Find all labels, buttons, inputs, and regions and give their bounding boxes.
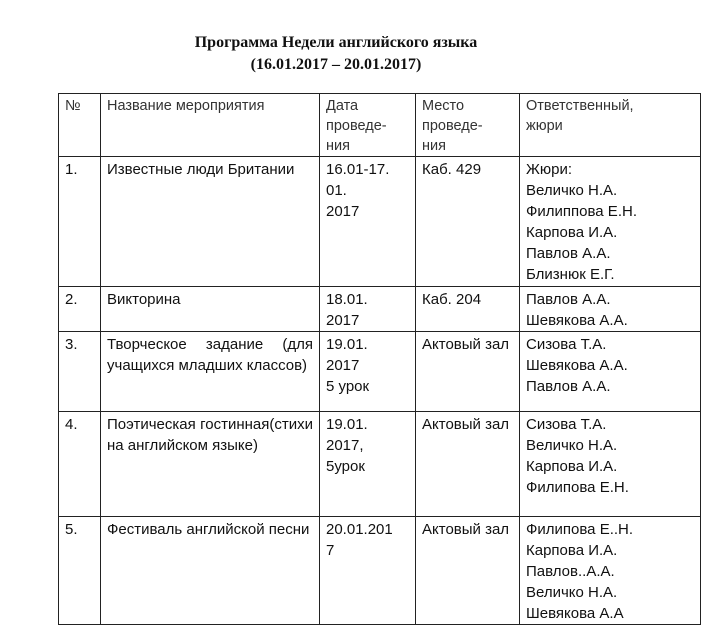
row-number: 5.: [59, 517, 101, 625]
event-place: Актовый зал: [416, 517, 520, 625]
event-date: 18.01. 2017: [320, 287, 416, 332]
header-place: Место проведе- ния: [416, 94, 520, 157]
event-name: Викторина: [101, 287, 320, 332]
document-title: Программа Недели английского языка: [194, 34, 478, 51]
row-number: 2.: [59, 287, 101, 332]
table-row: [59, 332, 701, 412]
event-name: Известные люди Британии: [101, 157, 320, 287]
responsible-list: Филипова Е..Н. Карпова И.А. Павлов..А.А. Величко Н.А. Шевякова А.А: [520, 517, 701, 625]
event-name: Фестиваль английской песни: [101, 517, 320, 625]
table-row: [59, 287, 701, 332]
row-number: 3.: [59, 332, 101, 412]
row-number: 4.: [59, 412, 101, 517]
header-event-name: Название мероприятия: [101, 94, 320, 157]
table-header-row: [59, 94, 701, 157]
document-date-range: (16.01.2017 – 20.01.2017): [250, 56, 422, 73]
table-row: [59, 412, 701, 517]
header-date: Дата проведе- ния: [320, 94, 416, 157]
responsible-list: Павлов А.А. Шевякова А.А.: [520, 287, 701, 332]
program-table: [58, 93, 701, 625]
event-place: Каб. 204: [416, 287, 520, 332]
event-date: 19.01. 2017 5 урок: [320, 332, 416, 412]
event-name: Поэтическая гостинная(стихи на английском языке): [101, 412, 320, 517]
header-number: №: [59, 94, 101, 157]
table-row: [59, 517, 701, 625]
responsible-list: Сизова Т.А. Шевякова А.А. Павлов А.А.: [520, 332, 701, 412]
event-place: Актовый зал: [416, 412, 520, 517]
responsible-list: Сизова Т.А. Величко Н.А. Карпова И.А. Филипова Е.Н.: [520, 412, 701, 517]
table-row: [59, 157, 701, 287]
row-number: 1.: [59, 157, 101, 287]
event-date: 20.01.201 7: [320, 517, 416, 625]
event-place: Каб. 429: [416, 157, 520, 287]
responsible-list: Жюри: Величко Н.А. Филиппова Е.Н. Карпова И.А. Павлов А.А. Близнюк Е.Г.: [520, 157, 701, 287]
event-date: 16.01-17. 01. 2017: [320, 157, 416, 287]
event-name: Творческое задание (для учащихся младших классов): [101, 332, 320, 412]
event-place: Актовый зал: [416, 332, 520, 412]
header-responsible: Ответственный, жюри: [520, 94, 701, 157]
event-date: 19.01. 2017, 5урок: [320, 412, 416, 517]
